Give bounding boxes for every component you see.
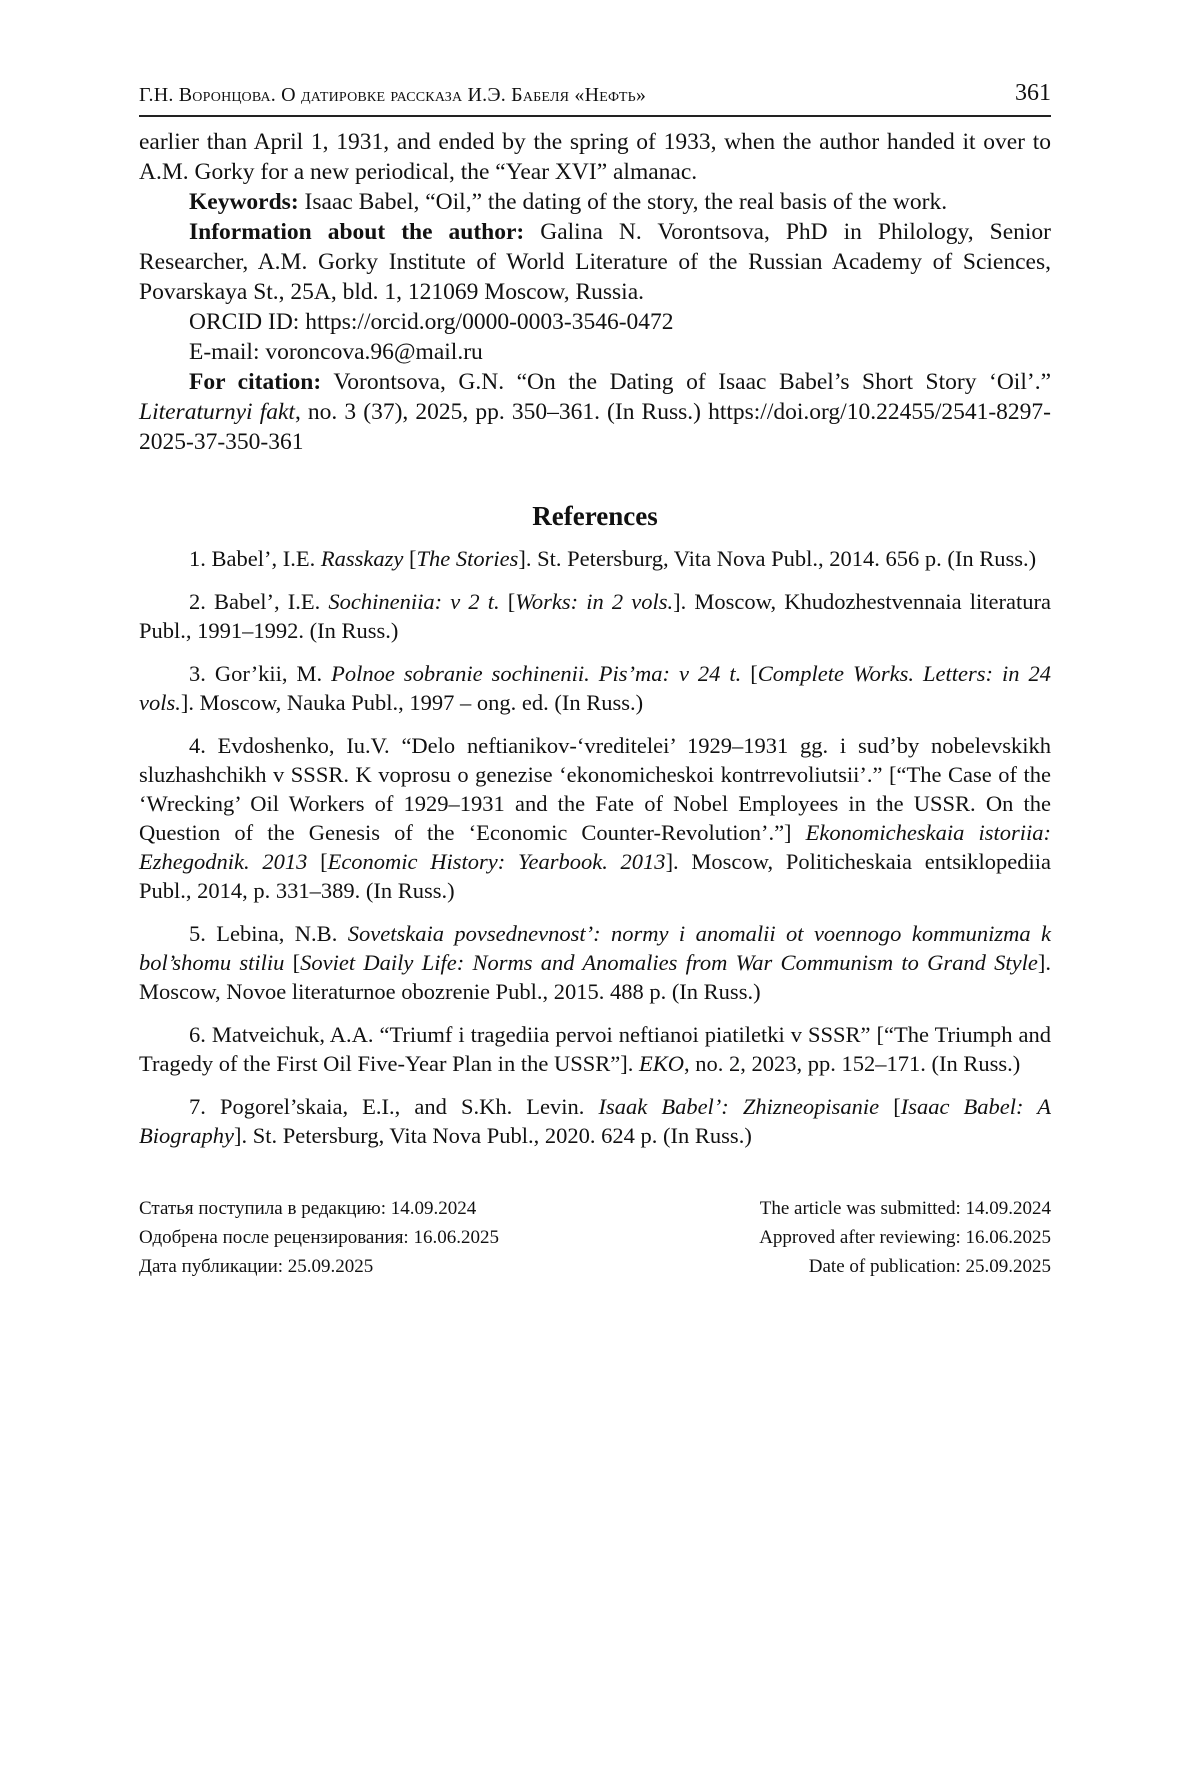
ref-text: [ <box>879 1094 901 1119</box>
ref-text: ]. Moscow, Khudozhestvennaia literatura Publ., 1991–1992. (In Russ.) <box>139 589 1051 643</box>
ref-text: 1. Babel’, I.E. <box>189 546 321 571</box>
ref-translation: Isaac Babel: A Biography <box>139 1094 1051 1148</box>
page-number: 361 <box>1015 80 1051 106</box>
author-info-label: Information about the author: <box>189 219 525 245</box>
ref-text: 7. Pogorel’skaia, E.I., and S.Kh. Levin. <box>189 1094 599 1119</box>
citation-label: For citation: <box>189 369 322 395</box>
ref-text: 6. Matveichuk, A.A. “Triumf i tragediia pervoi neftianoi piatiletki v SSSR” [“The Triumph and Tragedy of the First Oil Five-Year Plan in the USSR”]. <box>139 1022 1051 1076</box>
ref-title: Rasskazy <box>320 546 404 571</box>
ref-title: Sochineniia: v 2 t. <box>328 589 500 614</box>
date-published-en: Date of publication: 25.09.2025 <box>808 1256 1051 1277</box>
publication-dates <box>139 1194 1051 1281</box>
ref-title: Isaak Babel’: Zhizneopisanie <box>598 1094 880 1119</box>
ref-translation: Complete Works. Letters: in 24 vols. <box>139 661 1051 715</box>
ref-text: ]. Moscow, Nauka Publ., 1997 – ong. ed. (In Russ.) <box>180 690 644 715</box>
ref-translation: Works: in 2 vols. <box>515 589 674 614</box>
ref-text: , no. 2, 2023, pp. 152–171. (In Russ.) <box>684 1051 1021 1076</box>
ref-text: ]. St. Petersburg, Vita Nova Publ., 2020. 624 p. (In Russ.) <box>234 1123 752 1148</box>
ref-translation: The Stories <box>416 546 519 571</box>
dates-english <box>759 1194 1051 1281</box>
ref-title: Sovetskaia povsednevnost’: normy i anomalii ot voennogo kommunizma k bol’shomu stiliu <box>139 921 1051 975</box>
keywords-text: Isaac Babel, “Oil,” the dating of the story, the real basis of the work. <box>298 189 948 215</box>
ref-text: [ <box>741 661 758 686</box>
references-heading: References <box>532 501 658 531</box>
ref-title: Ekonomicheskaia istoriia: Ezhegodnik. 2013 <box>139 820 1051 874</box>
references-list <box>139 544 1051 1150</box>
ref-translation: Economic History: Yearbook. 2013 <box>327 849 666 874</box>
citation-pre: Vorontsova, G.N. “On the Dating of Isaac Babel’s Short Story ‘Oil’.” <box>321 369 1051 395</box>
abstract-block <box>139 127 1051 457</box>
page <box>139 80 1051 1281</box>
keywords-label: Keywords: <box>189 189 299 215</box>
date-approved-ru: Одобрена после рецензирования: 16.06.2025 <box>139 1227 499 1248</box>
citation-journal: Literaturnyi fakt <box>139 399 295 425</box>
ref-text: ]. Moscow, Novoe literaturnoe obozrenie Publ., 2015. 488 p. (In Russ.) <box>139 950 1052 1004</box>
ref-text: [ <box>307 849 328 874</box>
email: E-mail: voroncova.96@mail.ru <box>189 339 483 365</box>
reference-item <box>139 919 1051 1006</box>
reference-item <box>139 659 1051 717</box>
orcid: ORCID ID: https://orcid.org/0000-0003-3546-0472 <box>189 309 674 335</box>
citation <box>139 367 1051 457</box>
reference-item <box>139 544 1051 573</box>
date-published-ru: Дата публикации: 25.09.2025 <box>139 1256 374 1277</box>
keywords <box>139 187 1051 217</box>
ref-title: Polnoe sobranie sochinenii. Pis’ma: v 24 t. <box>331 661 742 686</box>
dates-russian <box>139 1194 499 1281</box>
abstract-tail: earlier than April 1, 1931, and ended by the spring of 1933, when the author handed it over to A.M. Gorky for a new periodical, the “Year XVI” almanac. <box>139 129 1051 185</box>
author-info <box>139 217 1051 307</box>
reference-item <box>139 1020 1051 1078</box>
ref-text: [ <box>499 589 516 614</box>
date-approved-en: Approved after reviewing: 16.06.2025 <box>759 1227 1051 1248</box>
ref-translation: Soviet Daily Life: Norms and Anomalies from War Communism to Grand Style <box>300 950 1038 975</box>
ref-text: 5. Lebina, N.B. <box>189 921 348 946</box>
ref-title: EKO <box>639 1051 684 1076</box>
author-info-text: Galina N. Vorontsova, PhD in Philology, Senior Researcher, A.M. Gorky Institute of World Literature of the Russian Academy of Sciences, Povarskaya St., 25A, bld. 1, 121069 Moscow, Russia. <box>139 219 1051 305</box>
citation-post: , no. 3 (37), 2025, pp. 350–361. (In Russ.) https://doi.org/10.22455/2541-8297-2025-37-350-361 <box>139 399 1051 455</box>
ref-text: [ <box>284 950 301 975</box>
ref-text: 2. Babel’, I.E. <box>189 589 329 614</box>
ref-text: 4. Evdoshenko, Iu.V. “Delo neftianikov-‘vreditelei’ 1929–1931 gg. i sud’by nobelevskikh sluzhashchikh v SSSR. K voprosu o genezise ‘ekonomicheskoi kontrrevoliutsii’.” [“The Case of the ‘Wrecking’ Oil Workers of 1929–1931 and the Fate of Nobel Employees in the USSR. On the Question of the Genesis of the ‘Economic Counter-Revolution’.”] <box>139 733 1051 845</box>
reference-item <box>139 731 1051 905</box>
ref-text: 3. Gor’kii, M. <box>189 661 332 686</box>
ref-text: [ <box>403 546 417 571</box>
ref-text: ]. St. Petersburg, Vita Nova Publ., 2014. 656 p. (In Russ.) <box>518 546 1037 571</box>
date-submitted-en: The article was submitted: 14.09.2024 <box>759 1198 1051 1219</box>
ref-text: ]. Moscow, Politicheskaia entsiklopediia Publ., 2014, p. 331–389. (In Russ.) <box>139 849 1051 903</box>
running-title: Г.Н. Воронцова. О датировке рассказа И.Э. Бабеля «Нефть» <box>139 84 647 106</box>
date-submitted-ru: Статья поступила в редакцию: 14.09.2024 <box>139 1198 477 1219</box>
reference-item <box>139 1092 1051 1150</box>
running-header <box>139 80 1051 117</box>
reference-item <box>139 587 1051 645</box>
